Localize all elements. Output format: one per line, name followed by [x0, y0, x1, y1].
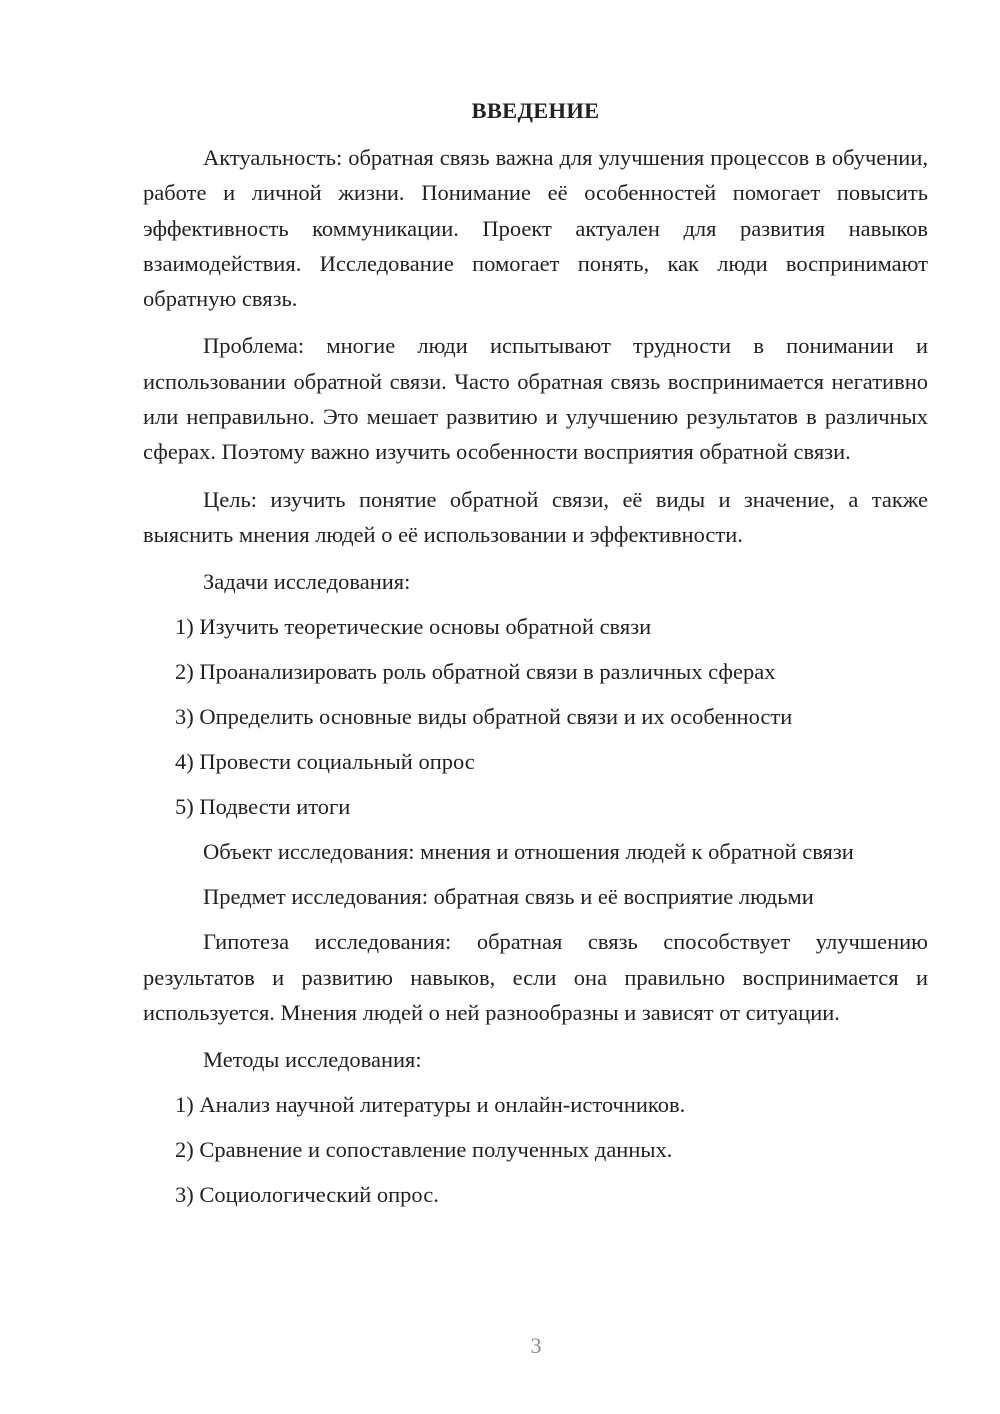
tasks-heading: Задачи исследования: — [203, 569, 411, 595]
research-object: Объект исследования: мнения и отношения людей к обратной связи — [203, 839, 854, 865]
methods-heading: Методы исследования: — [203, 1047, 422, 1073]
task-item: 4) Провести социальный опрос — [175, 749, 475, 775]
relevance-paragraph: Актуальность: обратная связь важна для улучшения процессов в обучении, работе и личной жизни. Понимание её особенностей помогает повысить эффективность коммуникации. Проект актуален для развития навыков взаимодействия. Исследование помогает понять, как люди воспринимают обратную связь. — [143, 145, 928, 312]
tasks-list — [143, 609, 928, 824]
page-number: 3 — [530, 1333, 542, 1358]
task-item: 2) Проанализировать роль обратной связи в различных сферах — [175, 659, 776, 685]
method-item: 3) Социологический опрос. — [175, 1182, 439, 1208]
method-item: 1) Анализ научной литературы и онлайн-источников. — [175, 1092, 686, 1118]
page-title: ВВЕДЕНИЕ — [471, 98, 600, 123]
method-item: 2) Сравнение и сопоставление полученных данных. — [175, 1137, 673, 1163]
methods-list — [143, 1087, 928, 1212]
problem-paragraph: Проблема: многие люди испытывают трудности в понимании и использовании обратной связи. Часто обратная связь воспринимается негативно или неправильно. Это мешает развитию и улучшению результатов в различных сферах. Поэтому важно изучить особенности восприятия обратной связи. — [143, 333, 928, 465]
hypothesis-paragraph: Гипотеза исследования: обратная связь способствует улучшению результатов и развитию навыков, если она правильно воспринимается и используется. Мнения людей о ней разнообразны и зависят от ситуации. — [143, 929, 928, 1025]
task-item: 1) Изучить теоретические основы обратной связи — [175, 614, 652, 640]
task-item: 3) Определить основные виды обратной связи и их особенности — [175, 704, 793, 730]
goal-paragraph: Цель: изучить понятие обратной связи, её виды и значение, а также выяснить мнения людей о её использовании и эффективности. — [143, 486, 928, 547]
document-body — [143, 96, 928, 1222]
task-item: 5) Подвести итоги — [175, 794, 351, 820]
research-subject: Предмет исследования: обратная связь и её восприятие людьми — [203, 884, 814, 910]
